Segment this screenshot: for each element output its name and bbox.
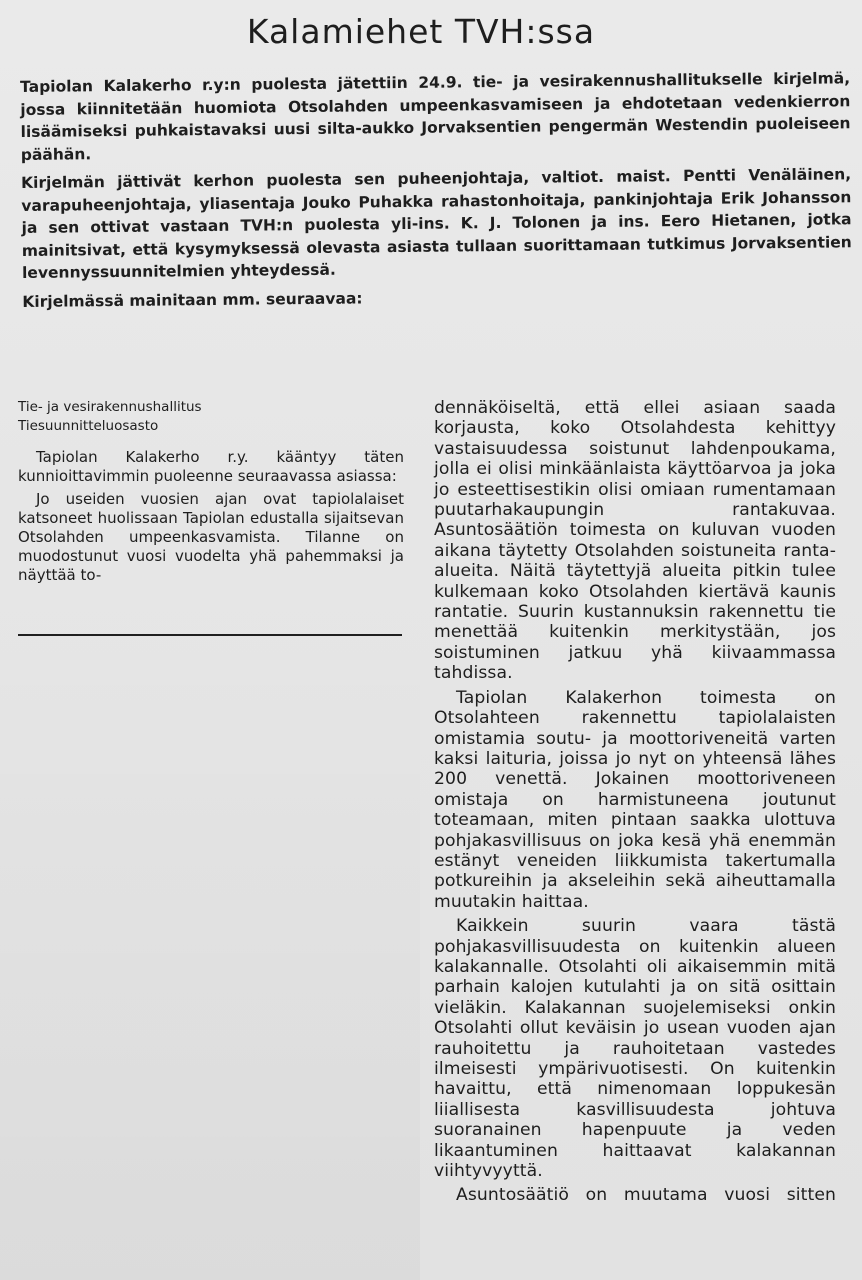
- recipient-block: [18, 398, 404, 436]
- column-rule: [18, 634, 402, 636]
- letter-paragraph: dennäköiseltä, että ellei asiaan saada korjausta, koko Otsolahdesta kehittyy vastaisuudessa soistunut lahdenpoukama, jolla ei olisi minkäänlaista käyttöarvoa ja joka jo esteettisestikin olisi omiaan rumentamaan puutarhakaupungin rantakuvaa. Asuntosäätiön toimesta on kuluvan vuoden aikana täytetty Otsolahden soistuneita ranta-alueita. Näitä täytettyjä alueita pitkin tulee kulkemaan koko Otsolahden kiertävä kaunis rantatie. Suurin kustannuksin rakennettu tie menettää kuitenkin merkitystään, jos soistuminen jatkuu yhä kiivaammassa tahdissa.: [434, 398, 836, 684]
- letter-paragraph: Asuntosäätiö on muutama vuosi sitten: [456, 1185, 836, 1206]
- article-intro: [20, 67, 852, 313]
- letter-paragraph: Tapiolan Kalakerhon toimesta on Otsolahteen rakennettu tapiolalaisten omistamia soutu- ja moottoriveneitä varten kaksi laituria, joissa jo nyt on yhteensä lähes 200 venettä. Jokainen moottoriveneen omistaja on harmistuneena joutunut toteamaan, miten pintaan saakka ulottuva pohjakasvillisuus on joka kesä yhä enemmän estänyt veneiden liikkumista takertumalla potkureihin ja akseleihin sekä aiheuttamalla muutakin haittaa.: [434, 687, 836, 912]
- article-title: Kalamiehet TVH:ssa: [246, 12, 596, 51]
- recipient-line: Tiesuunnitteluosasto: [18, 418, 159, 434]
- left-column: [18, 398, 404, 585]
- recipient-line: Tie- ja vesirakennushallitus: [18, 399, 202, 415]
- intro-paragraph: Kirjelmässä mainitaan mm. seuraavaa:: [22, 288, 363, 311]
- right-column: [434, 398, 836, 1206]
- letter-paragraph: Tapiolan Kalakerho r.y. kääntyy täten kunnioittavimmin puoleenne seuraavassa asiassa:: [18, 448, 404, 485]
- letter-paragraph: Jo useiden vuosien ajan ovat tapiolalaiset katsoneet huolissaan Tapiolan edustalla sijaitsevan Otsolahden umpeenkasvamista. Tilanne on muodostunut vuosi vuodelta yhä pahemmaksi ja näyttää to-: [18, 490, 404, 584]
- page-shading: [0, 640, 420, 1280]
- intro-paragraph: Tapiolan Kalakerho r.y:n puolesta jätettiin 24.9. tie- ja vesirakennushallitukselle kirjelmä, jossa kiinnitetään huomiota Otsolahden umpeenkasvamiseen ja ehdotetaan vedenkierron lisäämiseksi puhkaistavaksi uusi silta-aukko Jorvaksentien pengermän Westendin puoleiseen päähän.: [20, 69, 851, 164]
- letter-paragraph: Kaikkein suurin vaara tästä pohjakasvillisuudesta on kuitenkin alueen kalakannalle. Otsolahti oli aikaisemmin mitä parhain kalojen kutulahti ja on sitä osittain vieläkin. Kalakannan suojelemiseksi onkin Otsolahti ollut keväisin jo usean vuoden ajan rauhoitettu ja rauhoitetaan vastedes ilmeisesti ympärivuotisesti. On kuitenkin havaittu, että nimenomaan loppukesän liiallisesta kasvillisuudesta johtuva suoranainen hapenpuute ja veden likaantuminen haittaavat kalakannan viihtyvyyttä.: [434, 916, 836, 1182]
- intro-paragraph: Kirjelmän jättivät kerhon puolesta sen puheenjohtaja, valtiot. maist. Pentti Venäläinen, varapuheenjohtaja, yliasentaja Jouko Puhakka rahastonhoitaja, pankinjohtaja Erik Johansson ja sen ottivat vastaan TVH:n puolesta yli-ins. K. J. Tolonen ja ins. Eero Hietanen, jotka mainitsivat, että kysymyksessä olevasta asiasta tullaan suorittamaan tutkimus Jorvaksentien levennyssuunnitelmien yhteydessä.: [21, 165, 852, 282]
